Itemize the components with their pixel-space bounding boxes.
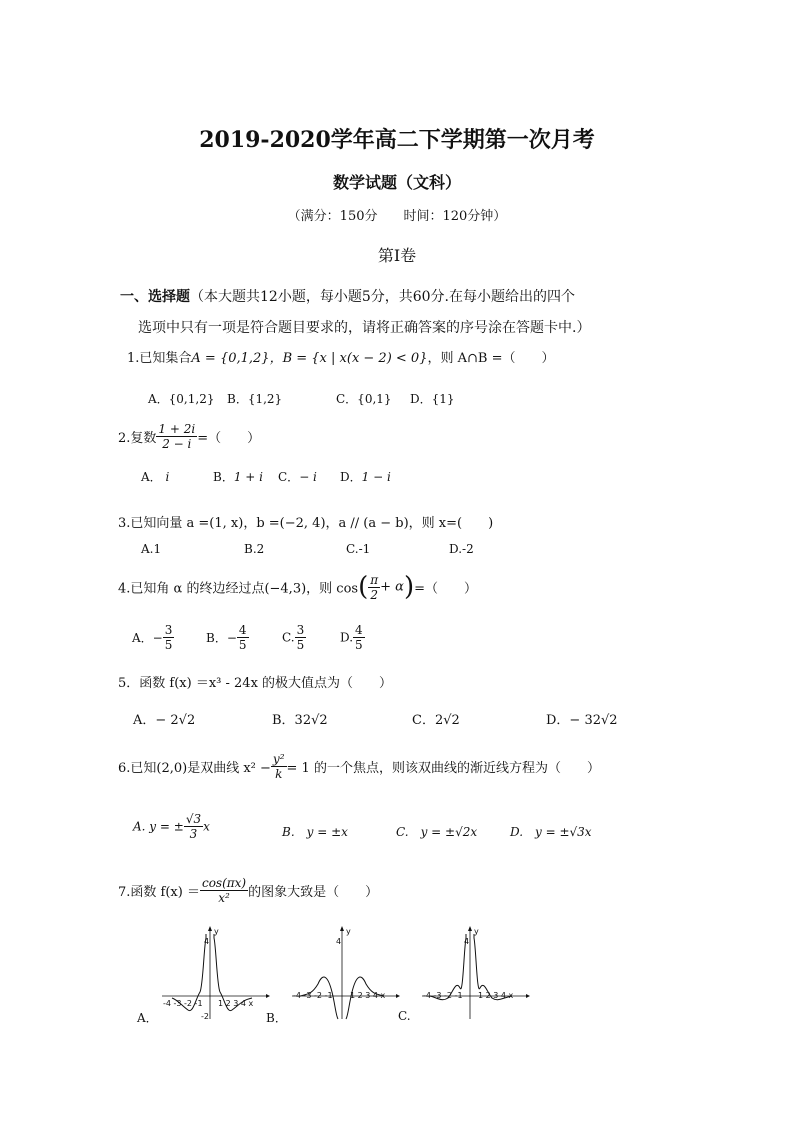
q4-numerator: π xyxy=(370,572,379,587)
q4-option-a[interactable] xyxy=(132,623,174,652)
q6-denominator: k xyxy=(275,767,283,781)
q4-rparen: ) xyxy=(403,572,415,602)
q5-option-d[interactable]: D．− 32√2 xyxy=(546,713,618,728)
exam-subtitle: 数学试题（文科） xyxy=(332,173,461,192)
q3-option-a[interactable]: A.1 xyxy=(141,542,162,556)
q7-suffix: 的图象大致是（ ） xyxy=(248,885,379,900)
q2-fraction xyxy=(156,422,197,451)
q4-plus-alpha: + α xyxy=(380,579,404,595)
q4-opt-d-frac xyxy=(353,623,365,652)
q7-graph-a xyxy=(160,926,270,1025)
q6-suffix: = 1 的一个焦点，则该双曲线的渐近线方程为（ ） xyxy=(286,761,600,776)
svg-text:y: y xyxy=(214,927,219,936)
svg-text:y: y xyxy=(346,927,351,936)
q6-option-a[interactable] xyxy=(133,812,210,841)
q1-suffix: ，则 A∩B =（ ） xyxy=(427,351,555,366)
q1-option-c[interactable]: C．{0,1} xyxy=(336,392,392,406)
svg-text:y: y xyxy=(474,927,479,936)
svg-text:-4 -3 -2 -1: -4 -3 -2 -1 xyxy=(423,991,463,1000)
q2-opt-b-label: B． xyxy=(213,470,234,484)
svg-text:1 2 3 4 x: 1 2 3 4 x xyxy=(350,991,386,1000)
q6-opt-a-num: √3 xyxy=(185,812,202,826)
q2-option-b[interactable] xyxy=(213,468,263,485)
svg-text:4: 4 xyxy=(204,937,210,946)
q7-prefix: 7.函数 f(x) ＝ xyxy=(118,885,200,900)
question-5: 5．函数 f(x) ＝x³ - 24x 的极大值点为（ ） xyxy=(118,676,393,691)
exam-title: 2019-2020学年高二下学期第一次月考 xyxy=(199,127,595,153)
q4-option-c[interactable] xyxy=(282,623,306,652)
section-desc-1: （本大题共12小题，每小题5分，共60分.在每小题给出的四个 xyxy=(190,289,575,305)
q3-option-b[interactable]: B.2 xyxy=(244,542,265,556)
svg-text:-4 -3 -2 -1: -4 -3 -2 -1 xyxy=(293,991,333,1000)
q6-opt-a-den: 3 xyxy=(189,827,198,841)
svg-text:1 2 3 4 x: 1 2 3 4 x xyxy=(218,999,254,1008)
question-2 xyxy=(118,422,260,451)
q6-prefix: 6.已知(2,0)是双曲线 x² − xyxy=(118,761,271,776)
exam-meta: （满分：150分 时间：120分钟） xyxy=(287,209,507,224)
q2-opt-d-label: D． xyxy=(340,470,362,484)
q1-set-a: A = {0,1,2} xyxy=(191,351,270,366)
q4-lparen: ( xyxy=(358,572,369,602)
q6-option-c[interactable]: C. y = ±√2x xyxy=(396,825,478,839)
q6-opt-a-label: A. y = ± xyxy=(133,819,184,834)
q6-opt-a-frac xyxy=(184,812,203,841)
q4-opt-b-label: B．− xyxy=(206,631,237,645)
q2-denominator: 2 − i xyxy=(162,437,192,451)
q7-numerator: cos(πx) xyxy=(201,876,247,890)
svg-text:-4 -3 -2 -1: -4 -3 -2 -1 xyxy=(163,999,203,1008)
q2-suffix: =（ ） xyxy=(197,431,261,446)
q4-opt-c-den: 5 xyxy=(296,638,305,652)
q7-fraction xyxy=(200,876,248,905)
section-desc-2: 选项中只有一项是符合题目要求的，请将正确答案的序号涂在答题卡中.） xyxy=(138,320,591,336)
q4-suffix: =（ ） xyxy=(414,581,477,597)
q7-option-a[interactable]: A． xyxy=(137,1011,158,1025)
q4-opt-c-frac xyxy=(295,623,307,652)
q4-option-b[interactable] xyxy=(206,623,249,652)
question-6 xyxy=(118,752,600,781)
q2-option-c[interactable] xyxy=(278,468,317,485)
q1-option-a[interactable]: A．{0,1,2} xyxy=(148,392,215,406)
q5-option-c[interactable]: C．2√2 xyxy=(412,713,460,728)
q4-opt-b-den: 5 xyxy=(238,638,247,652)
question-1 xyxy=(127,347,554,366)
q6-numerator: y² xyxy=(272,752,285,766)
q6-option-b[interactable]: B. y = ±x xyxy=(282,825,348,839)
q2-opt-a-value: i xyxy=(165,470,170,484)
q4-opt-c-num: 3 xyxy=(296,623,305,637)
q7-denominator: x² xyxy=(218,891,230,905)
q2-option-a[interactable] xyxy=(141,468,169,485)
q4-option-d[interactable] xyxy=(340,623,365,652)
svg-text:-2: -2 xyxy=(201,1012,209,1021)
q1-prefix: 1.已知集合 xyxy=(127,351,192,366)
q7-graph-b xyxy=(290,926,400,1025)
q1-option-d[interactable]: D．{1} xyxy=(410,392,455,406)
q2-opt-a-label: A． xyxy=(141,470,162,484)
q5-option-b[interactable]: B．32√2 xyxy=(272,713,328,728)
q4-opt-a-label: A．− xyxy=(132,631,163,645)
q1-set-b: ，B = {x | x(x − 2) < 0} xyxy=(269,351,428,366)
q5-option-a[interactable]: A．− 2√2 xyxy=(133,713,196,728)
q1-option-b[interactable]: B．{1,2} xyxy=(227,392,283,406)
q2-prefix: 2.复数 xyxy=(118,431,157,446)
q6-fraction xyxy=(271,752,287,781)
svg-text:4: 4 xyxy=(464,937,470,946)
section-heading xyxy=(120,286,575,306)
q4-opt-d-label: D. xyxy=(340,630,354,645)
q2-opt-d-value: 1 − i xyxy=(361,470,391,484)
question-4 xyxy=(118,572,477,602)
q2-opt-c-value: − i xyxy=(299,470,317,484)
q4-opt-d-num: 4 xyxy=(355,623,363,637)
q2-opt-c-label: C． xyxy=(278,470,300,484)
q4-prefix: 4.已知角 α 的终边经过点(−4,3)，则 cos xyxy=(118,581,359,597)
q4-opt-a-den: 5 xyxy=(164,638,173,652)
svg-text:1 2 3 4 x: 1 2 3 4 x xyxy=(478,991,514,1000)
q3-option-c[interactable]: C.-1 xyxy=(346,542,371,556)
q7-option-b[interactable]: B． xyxy=(266,1011,287,1025)
q4-fraction xyxy=(368,573,380,602)
question-7 xyxy=(118,876,378,905)
svg-text:4: 4 xyxy=(336,937,342,946)
q4-opt-a-num: 3 xyxy=(164,623,173,637)
question-3: 3.已知向量 a =(1, x)，b =(−2, 4)，a // (a − b)，则 x=( ) xyxy=(118,516,494,531)
q4-opt-c-label: C. xyxy=(282,630,295,645)
q6-opt-a-x: x xyxy=(203,819,210,834)
q4-opt-a-frac xyxy=(163,623,175,652)
q4-opt-d-den: 5 xyxy=(355,638,363,652)
q4-denominator: 2 xyxy=(370,587,378,602)
q7-graph-c xyxy=(420,926,530,1025)
q4-opt-b-num: 4 xyxy=(238,623,247,637)
q7-option-c[interactable]: C. xyxy=(398,1009,411,1023)
q2-opt-b-value: 1 + i xyxy=(233,470,263,484)
q6-option-d[interactable]: D. y = ±√3x xyxy=(510,825,592,839)
q4-opt-b-frac xyxy=(237,623,249,652)
q3-option-d[interactable]: D.-2 xyxy=(449,542,474,556)
volume-heading: 第Ⅰ卷 xyxy=(377,246,417,265)
section-title: 一、选择题 xyxy=(120,289,190,305)
q2-option-d[interactable] xyxy=(340,468,391,485)
q2-numerator: 1 + 2i xyxy=(158,422,196,436)
